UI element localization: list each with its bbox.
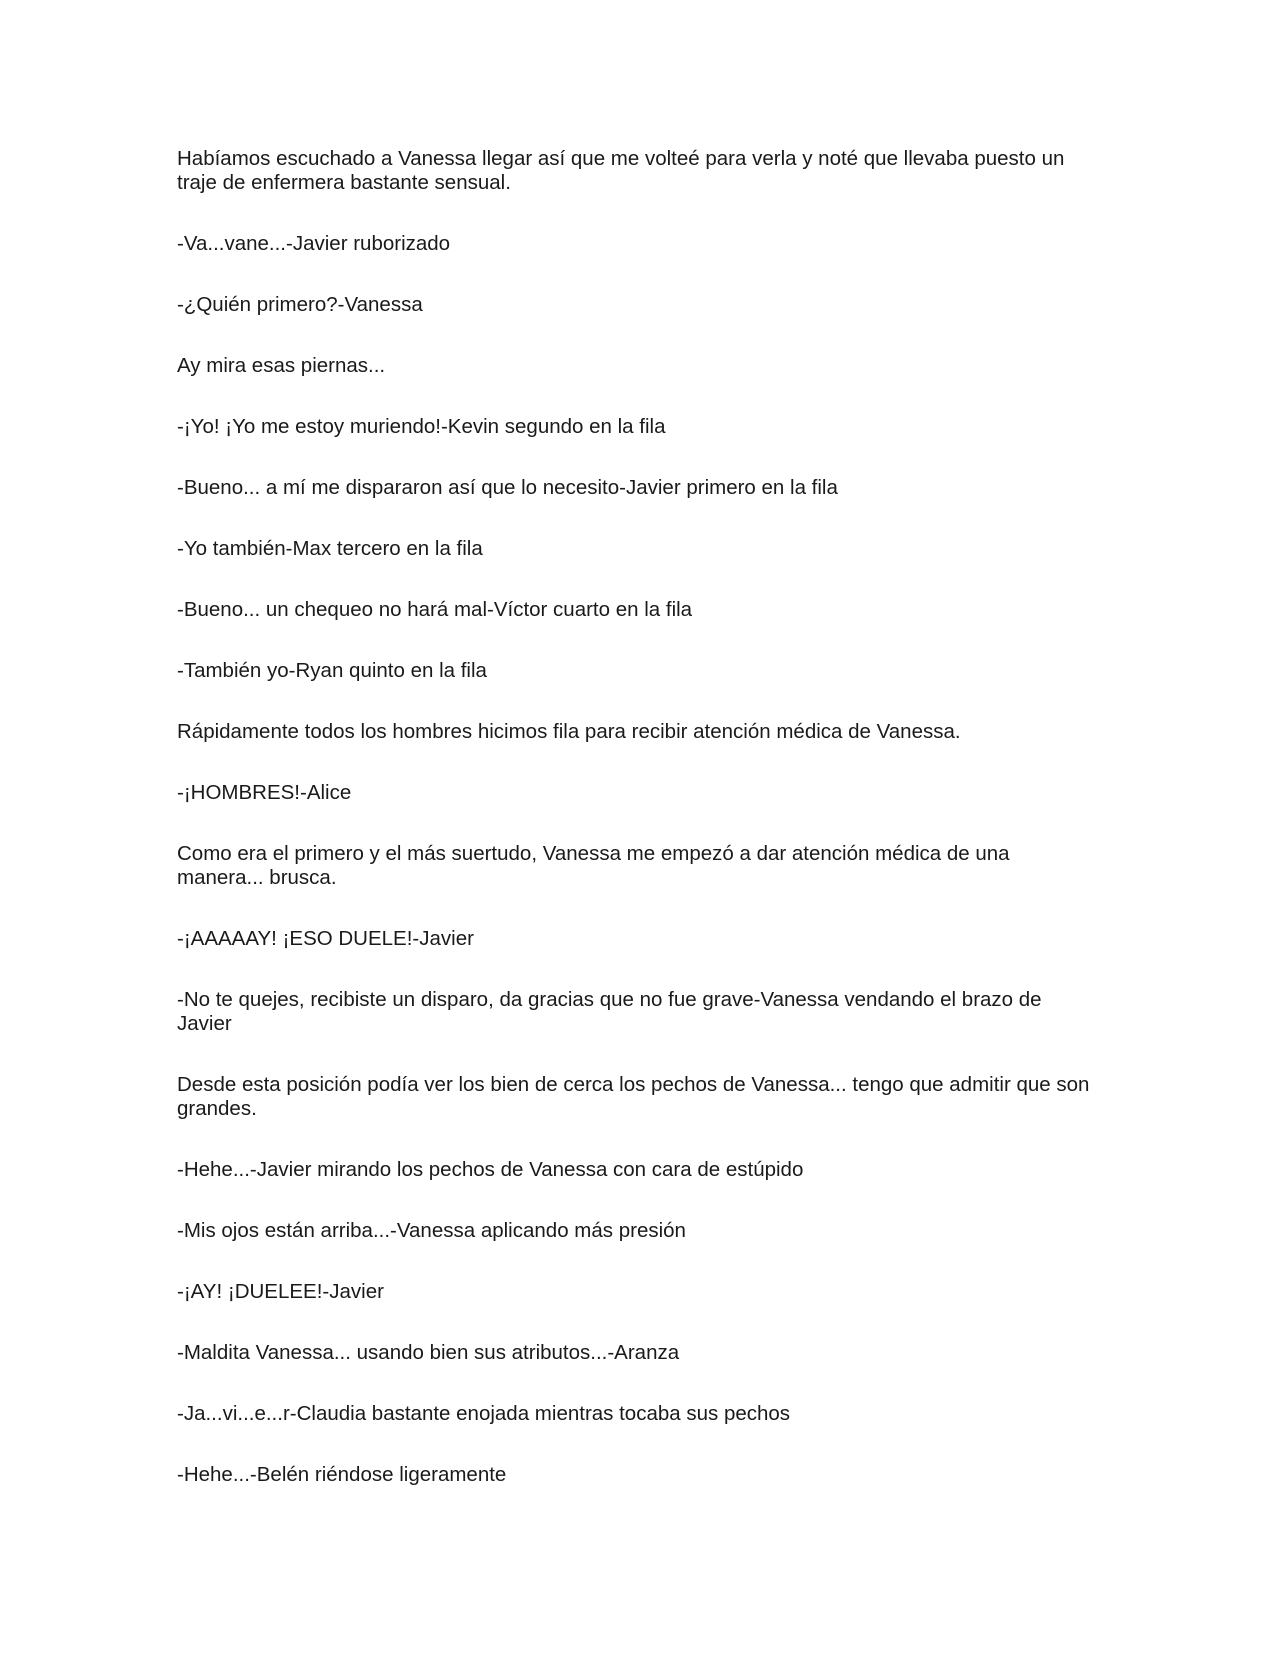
paragraph-17: -Mis ojos están arriba...-Vanessa aplicando más presión	[177, 1219, 686, 1242]
paragraph-16: -Hehe...-Javier mirando los pechos de Vanessa con cara de estúpido	[177, 1158, 804, 1181]
paragraph-21: -Hehe...-Belén riéndose ligeramente	[177, 1463, 507, 1486]
paragraph-19: -Maldita Vanessa... usando bien sus atributos...-Aranza	[177, 1341, 680, 1364]
paragraph-3: -¿Quién primero?-Vanessa	[177, 293, 423, 316]
document-body	[177, 147, 1092, 1524]
paragraph-12: Como era el primero y el más suertudo, Vanessa me empezó a dar atención médica de una manera... brusca.	[177, 842, 1010, 889]
paragraph-4: Ay mira esas piernas...	[177, 354, 386, 377]
paragraph-2: -Va...vane...-Javier ruborizado	[177, 232, 451, 255]
paragraph-8: -Bueno... un chequeo no hará mal-Víctor cuarto en la fila	[177, 598, 693, 621]
paragraph-18: -¡AY! ¡DUELEE!-Javier	[177, 1280, 384, 1303]
paragraph-9: -También yo-Ryan quinto en la fila	[177, 659, 487, 682]
paragraph-20: -Ja...vi...e...r-Claudia bastante enojada mientras tocaba sus pechos	[177, 1402, 791, 1425]
paragraph-7: -Yo también-Max tercero en la fila	[177, 537, 483, 560]
paragraph-11: -¡HOMBRES!-Alice	[177, 781, 352, 804]
paragraph-15: Desde esta posición podía ver los bien de cerca los pechos de Vanessa... tengo que admitir que son grandes.	[177, 1073, 1090, 1120]
paragraph-14: -No te quejes, recibiste un disparo, da gracias que no fue grave-Vanessa vendando el brazo de Javier	[177, 988, 1042, 1035]
paragraph-13: -¡AAAAAY! ¡ESO DUELE!-Javier	[177, 927, 474, 950]
paragraph-5: -¡Yo! ¡Yo me estoy muriendo!-Kevin segundo en la fila	[177, 415, 666, 438]
paragraph-10: Rápidamente todos los hombres hicimos fila para recibir atención médica de Vanessa.	[177, 720, 961, 743]
paragraph-6: -Bueno... a mí me dispararon así que lo necesito-Javier primero en la fila	[177, 476, 838, 499]
paragraph-1: Habíamos escuchado a Vanessa llegar así que me volteé para verla y noté que llevaba puesto un traje de enfermera bastante sensual.	[177, 147, 1065, 194]
